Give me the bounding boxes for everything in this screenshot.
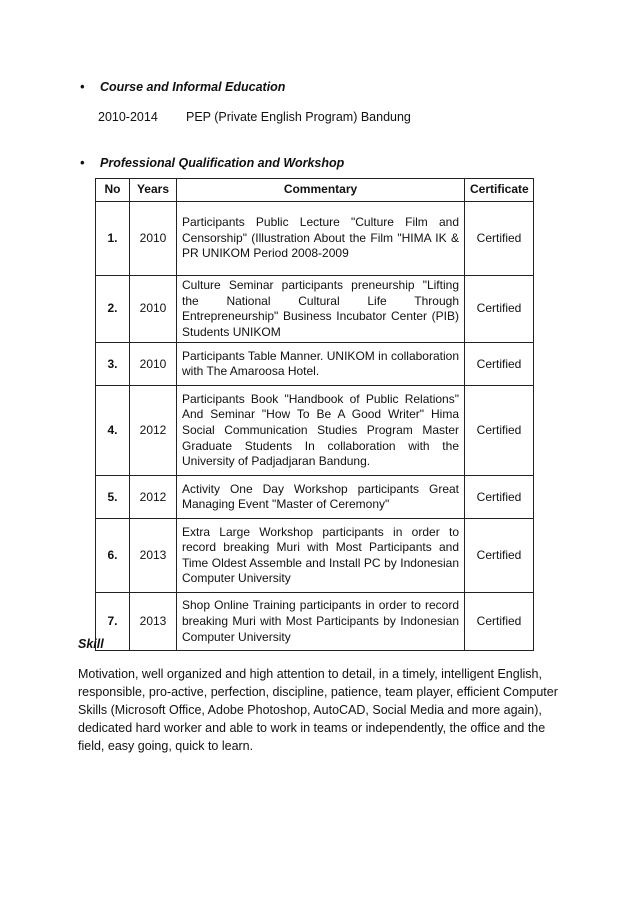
row-certificate: Certified <box>465 519 534 593</box>
row-commentary: Extra Large Workshop participants in order to record breaking Muri with Most Participants and Time Oldest Assemble and Install PC by Indonesian Computer University <box>177 519 465 593</box>
column-header-commentary: Commentary <box>177 179 465 202</box>
skill-title: Skill <box>78 637 104 651</box>
row-commentary: Participants Public Lecture "Culture Film and Censorship" (Illustration About the Film "HIMA IK & PR UNIKOM Period 2008-2009 <box>177 202 465 276</box>
row-number: 6. <box>96 519 130 593</box>
row-number: 1. <box>96 202 130 276</box>
education-heading-text: Course and Informal Education <box>100 80 286 94</box>
table-header-row <box>96 179 534 202</box>
row-commentary: Participants Book "Handbook of Public Relations" And Seminar "How To Be A Good Writer" Hima Social Communication Studies Program Master Graduate Students In collaboration with the University of Padjadjaran Bandung. <box>177 386 465 476</box>
bullet-icon: • <box>80 156 85 170</box>
education-name: PEP (Private English Program) Bandung <box>186 110 411 124</box>
column-header-certificate: Certificate <box>465 179 534 202</box>
qualification-heading-text: Professional Qualification and Workshop <box>100 156 345 170</box>
column-header-years: Years <box>130 179 177 202</box>
skill-text: Motivation, well organized and high attention to detail, in a timely, intelligent English, responsible, pro-active, perfection, discipline, patience, team player, efficient Computer Skills (Microsoft Office, Adobe Photoshop, AutoCAD, Social Media and more again), dedicated hard worker and able to work in teams or independently, the office and the field, easy going, quick to learn. <box>78 667 558 753</box>
education-entry <box>98 110 411 124</box>
table-row <box>96 276 534 343</box>
row-number: 3. <box>96 343 130 386</box>
qualification-heading <box>80 156 344 170</box>
row-commentary: Activity One Day Workshop participants Great Managing Event "Master of Ceremony" <box>177 476 465 519</box>
row-certificate: Certified <box>465 202 534 276</box>
row-year: 2013 <box>130 519 177 593</box>
table-row <box>96 386 534 476</box>
education-years: 2010-2014 <box>98 110 158 124</box>
row-number: 5. <box>96 476 130 519</box>
row-year: 2012 <box>130 386 177 476</box>
row-commentary: Shop Online Training participants in order to record breaking Muri with Most Participants by Indonesian Computer University <box>177 593 465 651</box>
qualification-table <box>95 178 534 651</box>
table-row <box>96 593 534 651</box>
column-header-no: No <box>96 179 130 202</box>
row-certificate: Certified <box>465 593 534 651</box>
row-year: 2010 <box>130 202 177 276</box>
education-heading <box>80 80 285 94</box>
row-certificate: Certified <box>465 343 534 386</box>
row-year: 2013 <box>130 593 177 651</box>
row-number: 4. <box>96 386 130 476</box>
row-certificate: Certified <box>465 276 534 343</box>
row-commentary: Culture Seminar participants preneurship "Lifting the National Cultural Life Through Entrepreneurship" Business Incubator Center (PIB) Students UNIKOM <box>177 276 465 343</box>
row-year: 2010 <box>130 343 177 386</box>
table-row <box>96 519 534 593</box>
row-number: 2. <box>96 276 130 343</box>
row-certificate: Certified <box>465 476 534 519</box>
row-commentary: Participants Table Manner. UNIKOM in collaboration with The Amaroosa Hotel. <box>177 343 465 386</box>
table-row <box>96 202 534 276</box>
row-number: 7. <box>96 593 130 651</box>
row-certificate: Certified <box>465 386 534 476</box>
table-row <box>96 476 534 519</box>
table-row <box>96 343 534 386</box>
row-year: 2010 <box>130 276 177 343</box>
bullet-icon: • <box>80 80 85 94</box>
row-year: 2012 <box>130 476 177 519</box>
